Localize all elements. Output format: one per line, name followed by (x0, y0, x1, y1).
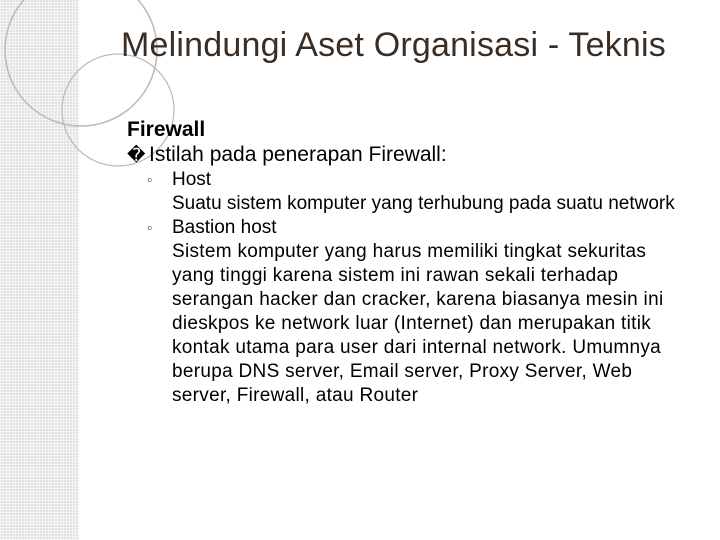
section-heading: Firewall (127, 118, 206, 141)
main-bullet (127, 142, 697, 168)
slide-content (127, 118, 697, 408)
main-bullet-text: Istilah pada penerapan Firewall: (149, 143, 447, 166)
term-bastion-host-description: Sistem komputer yang harus memiliki tingkat sekuritas yang tinggi karena sistem ini rawan sekali terhadap serangan hacker dan cracker, karena biasanya mesin ini dieskpos ke network luar (Internet) dan merupakan titik kontak utama para user dari internal network. Umumnya berupa DNS server, Email server, Proxy Server, Web server, Firewall, atau Router (172, 241, 664, 406)
slide-title: Melindungi Aset Organisasi - Teknis (121, 26, 666, 64)
terms-list (127, 168, 697, 408)
term-host: Host (172, 169, 212, 190)
list-item (127, 168, 697, 216)
term-bastion-host: Bastion host (172, 217, 277, 238)
term-host-description: Suatu sistem komputer yang terhubung pada suatu network (172, 193, 675, 214)
ring-bullet-icon: ◦ (147, 172, 153, 189)
list-item (127, 216, 697, 408)
ring-bullet-icon: ◦ (147, 220, 153, 237)
bullet-marker-icon: � (127, 145, 146, 165)
